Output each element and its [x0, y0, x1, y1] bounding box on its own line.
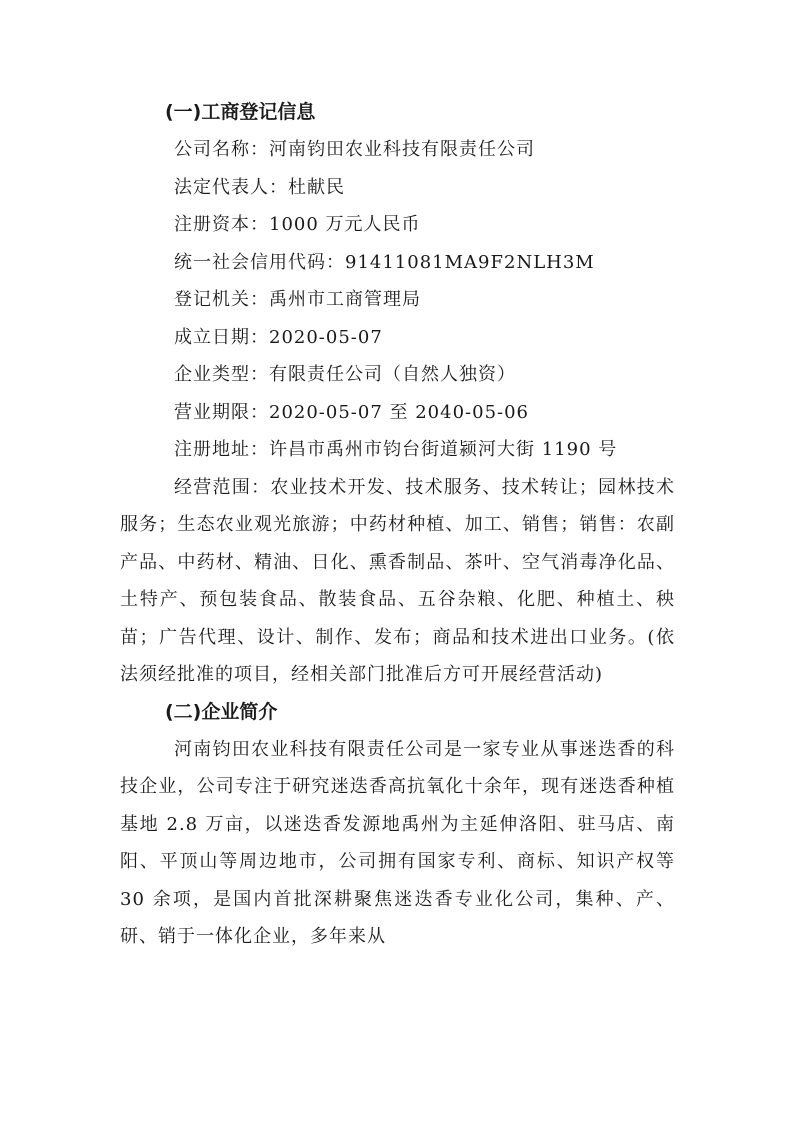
info-establishment-date: 成立日期：2020-05-07 [174, 326, 383, 348]
info-registered-address: 注册地址：许昌市禹州市钧台街道颍河大街 1190 号 [174, 439, 618, 460]
section-heading-introduction: (二)企业简介 [165, 700, 278, 723]
info-enterprise-type: 企业类型：有限责任公司（自然人独资） [174, 364, 516, 385]
business-scope-paragraph: 经营范围：农业技术开发、技术服务、技术转让；园林技术服务；生态农业观光旅游；中药材种植、加工、销售；销售：农副产品、中药材、精油、日化、熏香制品、茶叶、空气消毒净化品、土特产、预包装食品、散装食品、五谷杂粮、化肥、种植土、秧苗；广告代理、设计、制作、发布；商品和技术进出口业务。(依法须经批准的项目，经相关部门批准后方可开展经营活动) [120, 476, 675, 685]
document-page [120, 94, 675, 993]
info-registration-authority: 登记机关：禹州市工商管理局 [174, 289, 421, 310]
info-business-term: 营业期限：2020-05-07 至 2040-05-06 [174, 401, 530, 423]
company-introduction-paragraph: 河南钧田农业科技有限责任公司是一家专业从事迷迭香的科技企业，公司专注于研究迷迭香高抗氧化十余年，现有迷迭香种植基地 2.8 万亩，以迷迭香发源地禹州为主延伸洛阳、驻马店、南阳、平顶山等周边地市，公司拥有国家专利、商标、知识产权等 30 余项，是国内首批深耕聚焦迷迭香专业化公司，集种、产、研、销于一体化企业，多年来从 [120, 738, 675, 947]
info-company-name: 公司名称：河南钧田农业科技有限责任公司 [174, 139, 535, 160]
info-credit-code: 统一社会信用代码：91411081MA9F2NLH3M [174, 251, 595, 273]
section-heading-registration: (一)工商登记信息 [165, 101, 316, 123]
info-registered-capital: 注册资本：1000 万元人民币 [174, 214, 421, 235]
info-legal-representative: 法定代表人：杜献民 [174, 176, 345, 198]
